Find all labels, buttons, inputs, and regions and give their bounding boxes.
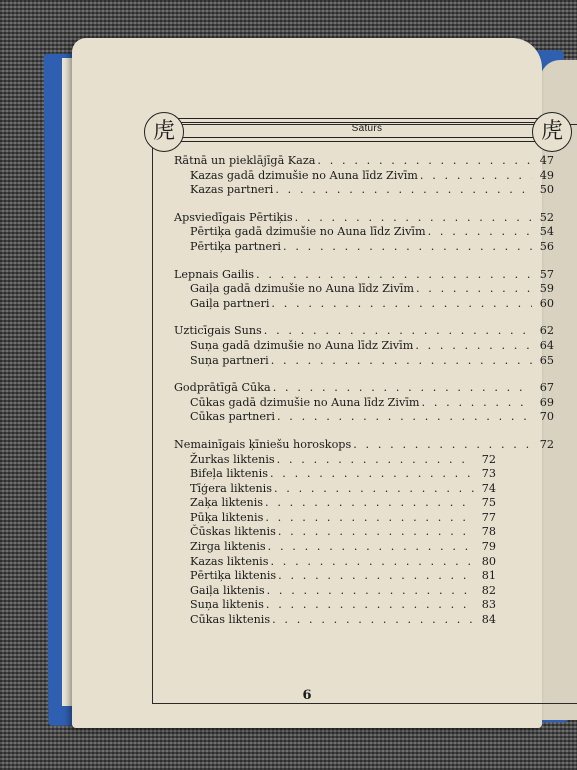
dot-leader	[272, 613, 474, 628]
dot-leader	[295, 211, 532, 226]
toc-section	[174, 268, 554, 312]
toc-subentry-page: 50	[539, 183, 554, 197]
dot-leader	[271, 297, 532, 312]
toc-subentry-page: 82	[481, 583, 496, 597]
table-of-contents	[174, 154, 554, 641]
toc-subentry-title: Gaiļa liktenis	[190, 583, 265, 597]
toc-subentry	[174, 410, 554, 425]
toc-section	[174, 154, 554, 198]
dot-leader	[271, 354, 532, 369]
toc-subentry-title: Cūkas partneri	[190, 410, 275, 424]
toc-entry-title: Godprātīgā Cūka	[174, 381, 271, 395]
toc-subentry-page: 77	[481, 510, 496, 524]
toc-subentry-title: Čūskas liktenis	[190, 525, 276, 539]
page-title: Saturs	[351, 123, 383, 134]
toc-entry-page: 47	[539, 154, 554, 167]
toc-subentry	[174, 511, 496, 526]
toc-section	[174, 438, 554, 628]
toc-subentry	[174, 525, 496, 540]
toc-entry-title: Rātnā un pieklājīgā Kaza	[174, 154, 316, 167]
toc-subentry	[174, 282, 554, 297]
dot-leader	[264, 324, 532, 339]
toc-subentry-page: 73	[481, 467, 496, 481]
toc-entry	[174, 438, 554, 453]
toc-subentry	[174, 467, 496, 482]
toc-subentry-page: 84	[481, 613, 496, 627]
toc-subentry-page: 74	[481, 481, 496, 495]
toc-entry-page: 62	[539, 324, 554, 338]
dot-leader	[268, 540, 474, 555]
toc-subentry	[174, 396, 554, 411]
toc-subentry-title: Suņa liktenis	[190, 598, 264, 612]
toc-subentry-title: Cūkas liktenis	[190, 613, 271, 627]
dot-leader	[277, 453, 474, 468]
toc-entry-page: 57	[539, 267, 554, 281]
dot-leader	[278, 569, 474, 584]
toc-entry-page: 52	[539, 210, 554, 224]
dot-leader	[265, 511, 474, 526]
toc-subentry	[174, 169, 554, 184]
dot-leader	[422, 396, 532, 411]
toc-subentry	[174, 339, 554, 354]
toc-subentry-title: Pūķa liktenis	[190, 510, 264, 524]
dot-leader	[270, 555, 474, 570]
toc-entry-title: Apsviedīgais Pērtiķis	[174, 210, 293, 224]
page-number: 6	[302, 688, 312, 703]
toc-subentry	[174, 569, 496, 584]
dot-leader	[275, 183, 532, 198]
toc-subentry	[174, 496, 496, 511]
toc-entry	[174, 324, 554, 339]
dot-leader	[277, 410, 532, 425]
toc-subentry-title: Gaiļa gadā dzimušie no Auna līdz Zivīm	[190, 282, 414, 296]
dot-leader	[265, 496, 474, 511]
toc-subentry-page: 49	[539, 168, 554, 182]
toc-subentry-page: 69	[539, 395, 554, 409]
toc-subentry-title: Kazas partneri	[190, 183, 274, 197]
dot-leader	[278, 525, 474, 540]
toc-subentry	[174, 555, 496, 570]
toc-subentry-page: 81	[481, 569, 496, 583]
toc-subentry-page: 65	[539, 353, 554, 367]
toc-subentry-title: Zirga liktenis	[190, 540, 266, 554]
toc-entry	[174, 381, 554, 396]
dot-leader	[416, 282, 532, 297]
toc-subentry-page: 59	[539, 282, 554, 296]
toc-subentry-title: Suņa partneri	[190, 353, 269, 367]
dot-leader	[428, 225, 532, 240]
toc-subentry-page: 80	[481, 554, 496, 568]
tiger-seal-icon: 虎	[532, 112, 572, 152]
toc-subentry-page: 70	[539, 410, 554, 424]
toc-subentry	[174, 354, 554, 369]
toc-subentry-title: Cūkas gadā dzimušie no Auna līdz Zivīm	[190, 395, 420, 409]
toc-section	[174, 381, 554, 425]
toc-subentry	[174, 540, 496, 555]
toc-subentry-page: 83	[481, 598, 496, 612]
dot-leader	[274, 482, 474, 497]
dot-leader	[353, 438, 532, 453]
toc-subentry	[174, 482, 496, 497]
toc-subentry	[174, 240, 554, 255]
toc-subentry-page: 60	[539, 296, 554, 310]
dot-leader	[256, 268, 532, 283]
toc-entry-title: Uzticīgais Suns	[174, 324, 262, 338]
toc-entry-page: 72	[539, 437, 554, 451]
toc-subentry-page: 79	[481, 540, 496, 554]
toc-subentry-title: Bifeļa liktenis	[190, 467, 268, 481]
header-bar	[177, 118, 557, 142]
toc-section	[174, 211, 554, 255]
toc-entry	[174, 154, 554, 169]
dot-leader	[317, 154, 532, 169]
toc-subentry-title: Pērtiķa liktenis	[190, 569, 277, 583]
toc-subentry-title: Zaķa liktenis	[190, 496, 264, 510]
toc-subentry-title: Gaiļa partneri	[190, 296, 270, 310]
toc-subentry-page: 72	[481, 452, 496, 466]
toc-subentry-title: Kazas gadā dzimušie no Auna līdz Zivīm	[190, 168, 418, 182]
tiger-seal-icon: 虎	[144, 112, 184, 152]
toc-subentry	[174, 598, 496, 613]
toc-subentry	[174, 225, 554, 240]
toc-entry-title: Lepnais Gailis	[174, 267, 255, 281]
toc-entry	[174, 211, 554, 226]
toc-subentry-title: Tīģera liktenis	[190, 481, 272, 495]
toc-subentry-title: Pērtiķa partneri	[190, 239, 282, 253]
toc-subentry	[174, 297, 554, 312]
toc-entry	[174, 268, 554, 283]
toc-entry-title: Nemainīgais ķīniešu horoskops	[174, 437, 352, 451]
dot-leader	[415, 339, 532, 354]
toc-subentry	[174, 453, 496, 468]
toc-subentry-title: Suņa gadā dzimušie no Auna līdz Zivīm	[190, 338, 414, 352]
toc-entry-page: 67	[539, 381, 554, 395]
toc-subentry	[174, 584, 496, 599]
dot-leader	[283, 240, 532, 255]
dot-leader	[273, 381, 532, 396]
toc-subentry-page: 75	[481, 496, 496, 510]
dot-leader	[270, 467, 474, 482]
toc-subentry-title: Žurkas liktenis	[190, 452, 275, 466]
toc-subentry-title: Kazas liktenis	[190, 554, 269, 568]
dot-leader	[267, 584, 474, 599]
toc-subentry-title: Pērtiķa gadā dzimušie no Auna līdz Zivīm	[190, 225, 426, 239]
book-page	[72, 38, 563, 728]
toc-subentry-page: 78	[481, 525, 496, 539]
toc-subentry-page: 56	[539, 239, 554, 253]
dot-leader	[266, 598, 474, 613]
toc-subentry	[174, 613, 496, 628]
toc-subentry-page: 64	[539, 338, 554, 352]
toc-subentry-page: 54	[539, 225, 554, 239]
dot-leader	[420, 169, 532, 184]
toc-subentry	[174, 183, 554, 198]
toc-section	[174, 324, 554, 368]
